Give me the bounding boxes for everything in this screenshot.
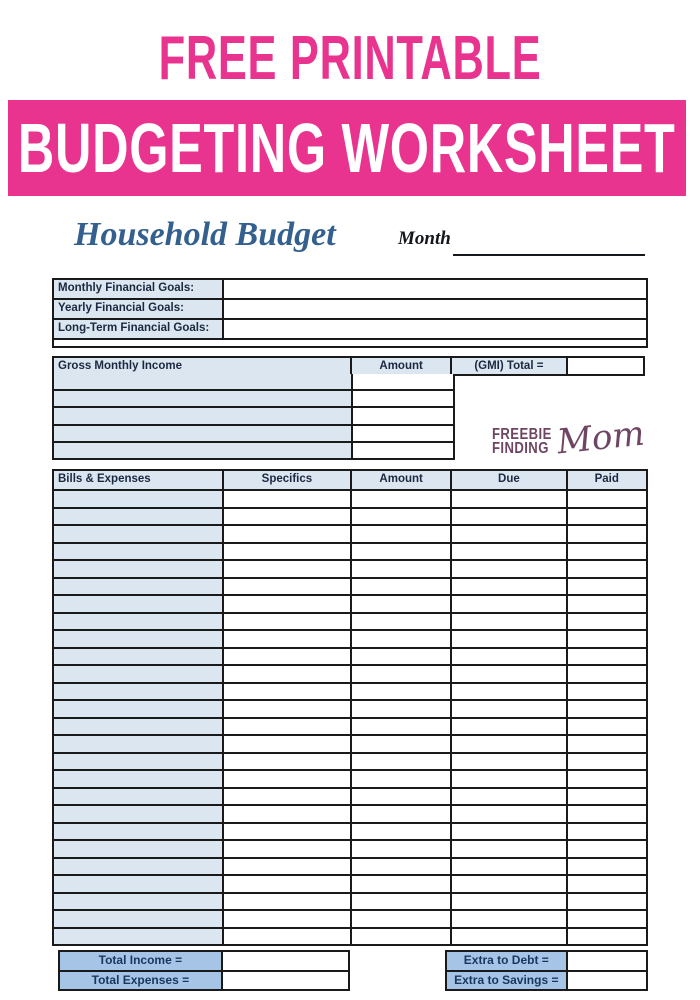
bill-name-field[interactable] (54, 544, 224, 560)
bill-name-field[interactable] (54, 631, 224, 647)
bills-row (54, 894, 646, 912)
bill-due-field[interactable] (452, 614, 567, 630)
due-header: Due (452, 471, 567, 489)
bill-amount-field[interactable] (352, 579, 452, 595)
bill-paid-field[interactable] (568, 579, 646, 595)
table-row (447, 952, 646, 972)
bills-row (54, 754, 646, 772)
total-expenses-field[interactable] (223, 972, 348, 990)
bill-name-field[interactable] (54, 806, 224, 822)
bills-row (54, 579, 646, 597)
bill-amount-field[interactable] (352, 894, 452, 910)
bill-due-field[interactable] (452, 736, 567, 752)
bill-due-field[interactable] (452, 929, 567, 945)
goals-notes-field[interactable] (54, 340, 646, 346)
bill-amount-field[interactable] (352, 561, 452, 577)
monthly-goals-field[interactable] (224, 280, 646, 298)
bills-expenses-header: Bills & Expenses (54, 471, 224, 489)
bill-due-field[interactable] (452, 491, 567, 507)
bill-specifics-field[interactable] (224, 509, 352, 525)
bills-row (54, 806, 646, 824)
bill-paid-field[interactable] (568, 789, 646, 805)
income-header-label: Gross Monthly Income (54, 358, 352, 374)
bill-due-field[interactable] (452, 841, 567, 857)
bill-paid-field[interactable] (568, 526, 646, 542)
bill-amount-field[interactable] (352, 684, 452, 700)
bill-paid-field[interactable] (568, 509, 646, 525)
income-amount-field[interactable] (353, 426, 454, 441)
bill-due-field[interactable] (452, 649, 567, 665)
bills-row (54, 789, 646, 807)
bill-specifics-field[interactable] (224, 841, 352, 857)
bills-row (54, 561, 646, 579)
bill-amount-field[interactable] (352, 754, 452, 770)
bill-paid-field[interactable] (568, 824, 646, 840)
income-amount-field[interactable] (353, 391, 454, 406)
bill-amount-field[interactable] (352, 544, 452, 560)
bill-amount-field[interactable] (352, 929, 452, 945)
bills-table-body (54, 491, 646, 944)
income-table-header (52, 356, 645, 376)
bill-specifics-field[interactable] (224, 649, 352, 665)
bill-name-field[interactable] (54, 876, 224, 892)
bill-amount-field[interactable] (352, 806, 452, 822)
bill-due-field[interactable] (452, 526, 567, 542)
bill-specifics-field[interactable] (224, 736, 352, 752)
bill-specifics-field[interactable] (224, 544, 352, 560)
bill-paid-field[interactable] (568, 754, 646, 770)
bill-amount-field[interactable] (352, 876, 452, 892)
logo-caps-text: FREEBIE FINDING (492, 426, 552, 457)
bills-row (54, 491, 646, 509)
income-row (54, 408, 453, 425)
bills-row (54, 544, 646, 562)
bill-name-field[interactable] (54, 859, 224, 875)
bill-paid-field[interactable] (568, 771, 646, 787)
bills-row (54, 596, 646, 614)
bill-name-field[interactable] (54, 754, 224, 770)
bill-due-field[interactable] (452, 859, 567, 875)
bill-name-field[interactable] (54, 491, 224, 507)
bills-row (54, 771, 646, 789)
bill-specifics-field[interactable] (224, 684, 352, 700)
bills-row (54, 876, 646, 894)
bills-row (54, 666, 646, 684)
income-row (54, 443, 453, 458)
income-amount-header: Amount (352, 358, 452, 374)
bill-specifics-field[interactable] (224, 526, 352, 542)
title-banner (8, 100, 686, 196)
bill-due-field[interactable] (452, 824, 567, 840)
bill-specifics-field[interactable] (224, 666, 352, 682)
income-amount-field[interactable] (353, 408, 454, 423)
bill-paid-field[interactable] (568, 561, 646, 577)
bill-amount-field[interactable] (352, 824, 452, 840)
yearly-goals-field[interactable] (224, 300, 646, 318)
bill-name-field[interactable] (54, 509, 224, 525)
extra-to-debt-field[interactable] (568, 952, 646, 970)
bill-paid-field[interactable] (568, 859, 646, 875)
bill-amount-field[interactable] (352, 649, 452, 665)
bills-row (54, 841, 646, 859)
amount-header: Amount (352, 471, 452, 489)
bill-paid-field[interactable] (568, 929, 646, 945)
bill-name-field[interactable] (54, 666, 224, 682)
bill-due-field[interactable] (452, 579, 567, 595)
bill-specifics-field[interactable] (224, 824, 352, 840)
bill-due-field[interactable] (452, 544, 567, 560)
bill-due-field[interactable] (452, 631, 567, 647)
bill-due-field[interactable] (452, 561, 567, 577)
bill-paid-field[interactable] (568, 596, 646, 612)
bill-specifics-field[interactable] (224, 754, 352, 770)
table-row (60, 972, 348, 990)
bill-due-field[interactable] (452, 666, 567, 682)
banner-title: BUDGETING WORKSHEET (18, 109, 676, 187)
bill-specifics-field[interactable] (224, 876, 352, 892)
financial-goals-table (52, 278, 648, 348)
bill-name-field[interactable] (54, 701, 224, 717)
longterm-goals-label: Long-Term Financial Goals: (54, 320, 224, 338)
bill-name-field[interactable] (54, 929, 224, 945)
bill-paid-field[interactable] (568, 491, 646, 507)
bill-paid-field[interactable] (568, 544, 646, 560)
bills-row (54, 649, 646, 667)
table-row (60, 952, 348, 972)
bill-paid-field[interactable] (568, 806, 646, 822)
bill-name-field[interactable] (54, 719, 224, 735)
paid-header: Paid (594, 473, 619, 485)
table-row (447, 972, 646, 990)
bill-name-field[interactable] (54, 736, 224, 752)
bill-name-field[interactable] (54, 841, 224, 857)
bill-amount-field[interactable] (352, 614, 452, 630)
bill-amount-field[interactable] (352, 859, 452, 875)
bill-specifics-field[interactable] (224, 579, 352, 595)
totals-summary-table (58, 950, 350, 991)
monthly-goals-label: Monthly Financial Goals: (54, 280, 224, 298)
bill-amount-field[interactable] (352, 911, 452, 927)
bill-amount-field[interactable] (352, 841, 452, 857)
yearly-goals-label: Yearly Financial Goals: (54, 300, 224, 318)
bills-table-header (54, 471, 646, 491)
bill-amount-field[interactable] (352, 631, 452, 647)
income-table-body (52, 374, 455, 460)
bill-paid-field[interactable] (568, 614, 646, 630)
total-expenses-label: Total Expenses = (60, 972, 223, 990)
income-source-field[interactable] (54, 443, 353, 458)
worksheet-title: Household Budget (74, 216, 336, 253)
bill-specifics-field[interactable] (224, 771, 352, 787)
income-source-field[interactable] (54, 391, 353, 406)
bill-specifics-field[interactable] (224, 596, 352, 612)
bill-due-field[interactable] (452, 596, 567, 612)
gmi-total-label: (GMI) Total = (452, 358, 567, 374)
bill-paid-field[interactable] (568, 701, 646, 717)
extra-to-debt-label: Extra to Debt = (447, 952, 568, 970)
bill-amount-field[interactable] (352, 789, 452, 805)
bill-amount-field[interactable] (352, 771, 452, 787)
bill-amount-field[interactable] (352, 666, 452, 682)
bill-amount-field[interactable] (352, 719, 452, 735)
month-label: Month (398, 228, 451, 249)
bill-specifics-field[interactable] (224, 789, 352, 805)
bill-name-field[interactable] (54, 894, 224, 910)
bill-name-field[interactable] (54, 771, 224, 787)
bill-paid-field[interactable] (568, 911, 646, 927)
bill-name-field[interactable] (54, 911, 224, 927)
bill-specifics-field[interactable] (224, 929, 352, 945)
bill-name-field[interactable] (54, 614, 224, 630)
bill-due-field[interactable] (452, 806, 567, 822)
gmi-total-field[interactable] (568, 358, 644, 374)
bills-row (54, 526, 646, 544)
income-amount-field[interactable] (353, 374, 454, 389)
kicker-title: FREE PRINTABLE (158, 24, 542, 93)
bill-due-field[interactable] (452, 876, 567, 892)
bill-paid-field[interactable] (568, 631, 646, 647)
bills-row (54, 631, 646, 649)
bill-specifics-field[interactable] (224, 614, 352, 630)
bill-amount-field[interactable] (352, 509, 452, 525)
total-income-field[interactable] (223, 952, 348, 970)
bill-amount-field[interactable] (352, 596, 452, 612)
table-row (54, 320, 646, 340)
bill-due-field[interactable] (452, 719, 567, 735)
bills-row (54, 736, 646, 754)
extras-summary-table (445, 950, 648, 991)
bills-row (54, 911, 646, 929)
income-source-field[interactable] (54, 374, 353, 389)
bills-expenses-table (52, 469, 648, 946)
extra-to-savings-label: Extra to Savings = (447, 972, 568, 990)
bill-paid-field[interactable] (568, 684, 646, 700)
income-amount-field[interactable] (353, 443, 454, 458)
longterm-goals-field[interactable] (224, 320, 646, 338)
bill-name-field[interactable] (54, 561, 224, 577)
bill-amount-field[interactable] (352, 701, 452, 717)
bill-paid-field[interactable] (568, 876, 646, 892)
logo-script-text: Mom (554, 413, 647, 463)
bill-paid-field[interactable] (568, 719, 646, 735)
bill-due-field[interactable] (452, 771, 567, 787)
bill-specifics-field[interactable] (224, 911, 352, 927)
bill-name-field[interactable] (54, 526, 224, 542)
income-source-field[interactable] (54, 426, 353, 441)
bills-row (54, 509, 646, 527)
bill-paid-field[interactable] (568, 841, 646, 857)
bill-specifics-field[interactable] (224, 806, 352, 822)
bill-due-field[interactable] (452, 754, 567, 770)
bill-paid-field[interactable] (568, 649, 646, 665)
bill-due-field[interactable] (452, 789, 567, 805)
bills-row (54, 701, 646, 719)
total-income-label: Total Income = (60, 952, 223, 970)
bills-row (54, 614, 646, 632)
bill-specifics-field[interactable] (224, 631, 352, 647)
bill-due-field[interactable] (452, 684, 567, 700)
bill-name-field[interactable] (54, 579, 224, 595)
bill-name-field[interactable] (54, 684, 224, 700)
bill-specifics-field[interactable] (224, 859, 352, 875)
bill-specifics-field[interactable] (224, 561, 352, 577)
specifics-header: Specifics (224, 471, 352, 489)
income-source-field[interactable] (54, 408, 353, 423)
table-row (54, 300, 646, 320)
bill-name-field[interactable] (54, 824, 224, 840)
bill-paid-field[interactable] (568, 666, 646, 682)
bill-paid-field[interactable] (568, 736, 646, 752)
income-row (54, 426, 453, 443)
bills-row (54, 929, 646, 945)
income-row (54, 374, 453, 391)
extra-to-savings-field[interactable] (568, 972, 646, 990)
bill-due-field[interactable] (452, 509, 567, 525)
bill-name-field[interactable] (54, 789, 224, 805)
income-row (54, 391, 453, 408)
bills-row (54, 859, 646, 877)
bill-specifics-field[interactable] (224, 719, 352, 735)
bill-specifics-field[interactable] (224, 491, 352, 507)
bill-specifics-field[interactable] (224, 894, 352, 910)
bill-paid-field[interactable] (568, 894, 646, 910)
bills-row (54, 719, 646, 737)
bill-name-field[interactable] (54, 596, 224, 612)
freebie-finding-mom-logo (492, 413, 652, 468)
bill-amount-field[interactable] (352, 736, 452, 752)
table-row (54, 280, 646, 300)
bill-due-field[interactable] (452, 894, 567, 910)
bill-due-field[interactable] (452, 911, 567, 927)
bills-row (54, 824, 646, 842)
bill-due-field[interactable] (452, 701, 567, 717)
month-fill-in-line[interactable] (453, 236, 645, 256)
bill-amount-field[interactable] (352, 491, 452, 507)
bill-specifics-field[interactable] (224, 701, 352, 717)
bill-amount-field[interactable] (352, 526, 452, 542)
bills-row (54, 684, 646, 702)
bill-name-field[interactable] (54, 649, 224, 665)
